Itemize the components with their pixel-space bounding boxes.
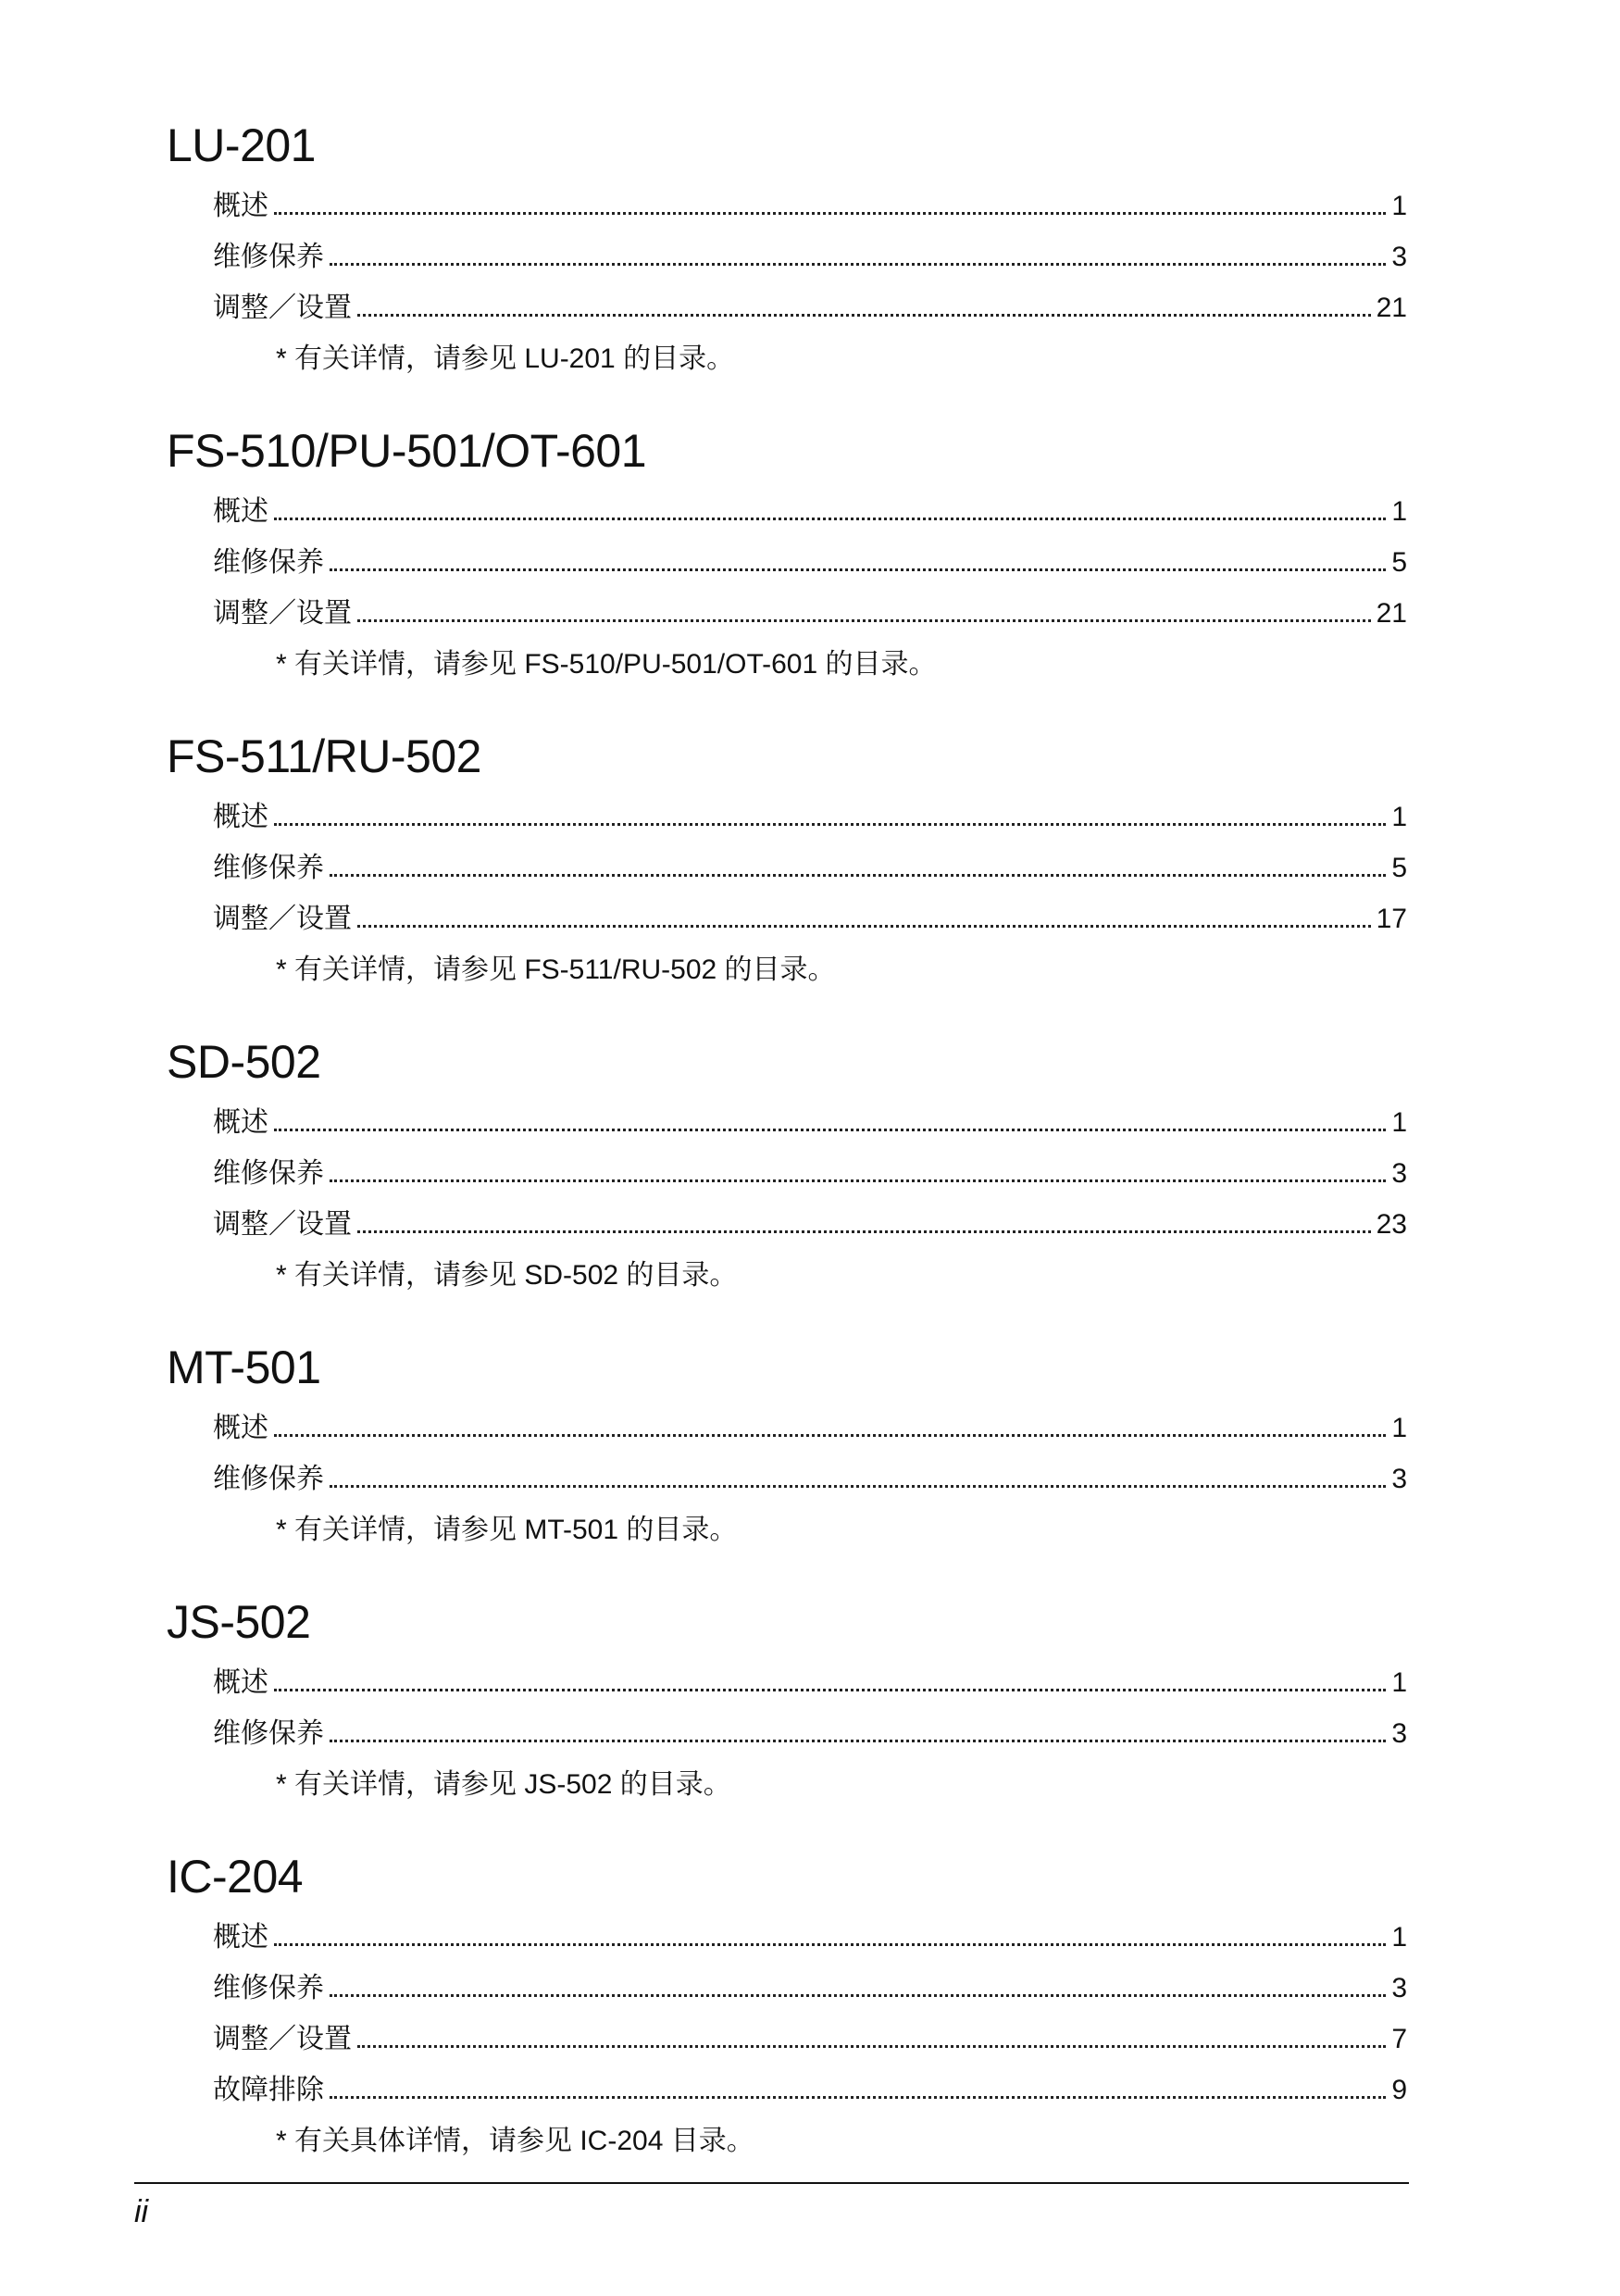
entry-page: 1 — [1391, 191, 1407, 221]
entry-label: 维修保养 — [213, 1718, 324, 1749]
section-note: * 有关详情，请参见 SD-502 的目录。 — [276, 1260, 738, 1291]
entry-page: 1 — [1391, 1413, 1407, 1443]
entry-label: 调整／设置 — [213, 904, 352, 934]
section-title: LU-201 — [167, 119, 316, 171]
entry-page: 1 — [1391, 802, 1407, 832]
toc-section-mt-501 — [167, 1340, 1407, 1555]
entry-page: 5 — [1391, 547, 1407, 578]
entry-page: 17 — [1376, 904, 1407, 934]
entry-page: 3 — [1391, 1464, 1407, 1494]
entry-page: 21 — [1376, 293, 1407, 323]
toc-section-lu-201 — [167, 118, 1407, 384]
toc-section-sd-502 — [167, 1034, 1407, 1301]
entry-label: 维修保养 — [213, 1973, 324, 2003]
toc-entry[interactable] — [213, 1403, 1407, 1454]
section-note: * 有关详情，请参见 JS-502 的目录。 — [276, 1769, 731, 1800]
dot-leader — [357, 925, 1371, 928]
entry-label: 概述 — [213, 496, 268, 527]
dot-leader — [274, 1689, 1386, 1691]
toc-entry[interactable] — [213, 1912, 1407, 1963]
toc-entry[interactable] — [213, 1454, 1407, 1504]
section-title: MT-501 — [167, 1341, 321, 1393]
entry-page: 1 — [1391, 1922, 1407, 1953]
toc-entry[interactable] — [213, 588, 1407, 639]
entry-label: 概述 — [213, 1667, 268, 1698]
dot-leader — [274, 1129, 1386, 1131]
entry-label: 概述 — [213, 1922, 268, 1953]
dot-leader — [330, 1179, 1386, 1182]
dot-leader — [274, 1434, 1386, 1437]
dot-leader — [357, 619, 1371, 622]
toc-entry[interactable] — [213, 537, 1407, 588]
toc-entry[interactable] — [213, 842, 1407, 893]
entry-label: 维修保养 — [213, 853, 324, 883]
entry-label: 概述 — [213, 191, 268, 221]
dot-leader — [274, 212, 1386, 215]
toc-entry[interactable] — [213, 1097, 1407, 1148]
entry-label: 概述 — [213, 1413, 268, 1443]
dot-leader — [330, 1485, 1386, 1488]
entry-label: 维修保养 — [213, 1158, 324, 1189]
entry-label: 维修保养 — [213, 1464, 324, 1494]
entry-page: 1 — [1391, 1107, 1407, 1138]
section-title: IC-204 — [167, 1851, 304, 1903]
entry-label: 维修保养 — [213, 242, 324, 272]
entry-page: 23 — [1376, 1209, 1407, 1240]
dot-leader — [330, 874, 1386, 877]
entry-page: 1 — [1391, 1667, 1407, 1698]
entry-page: 3 — [1391, 1973, 1407, 2003]
toc-section-fs-510 — [167, 423, 1407, 690]
dot-leader — [357, 314, 1371, 317]
toc-entry[interactable] — [213, 1148, 1407, 1199]
entry-label: 概述 — [213, 1107, 268, 1138]
toc-section-js-502 — [167, 1594, 1407, 1810]
footer-rule — [134, 2182, 1409, 2184]
toc-section-ic-204 — [167, 1849, 1407, 2166]
toc-entry[interactable] — [213, 231, 1407, 282]
toc-entry[interactable] — [213, 792, 1407, 842]
dot-leader — [274, 1943, 1386, 1946]
toc-entry[interactable] — [213, 486, 1407, 537]
entry-label: 维修保养 — [213, 547, 324, 578]
toc-entry[interactable] — [213, 1708, 1407, 1759]
page-number: ii — [134, 2194, 149, 2229]
section-title: FS-511/RU-502 — [167, 730, 481, 782]
entry-page: 1 — [1391, 496, 1407, 527]
entry-page: 3 — [1391, 242, 1407, 272]
entry-page: 21 — [1376, 598, 1407, 629]
entry-page: 3 — [1391, 1158, 1407, 1189]
entry-label: 调整／设置 — [213, 598, 352, 629]
toc-entry[interactable] — [213, 282, 1407, 333]
entry-label: 调整／设置 — [213, 2024, 352, 2054]
toc-entry[interactable] — [213, 2014, 1407, 2065]
toc-entry[interactable] — [213, 1657, 1407, 1708]
toc-entry[interactable] — [213, 1199, 1407, 1250]
section-note: * 有关详情，请参见 FS-510/PU-501/OT-601 的目录。 — [276, 649, 937, 680]
entry-page: 9 — [1391, 2075, 1407, 2105]
entry-page: 5 — [1391, 853, 1407, 883]
toc-entry[interactable] — [213, 2065, 1407, 2115]
section-note: * 有关详情，请参见 MT-501 的目录。 — [276, 1515, 738, 1545]
section-note: * 有关具体详情，请参见 IC-204 目录。 — [276, 2126, 754, 2156]
dot-leader — [274, 823, 1386, 826]
toc-entry[interactable] — [213, 1963, 1407, 2014]
entry-page: 3 — [1391, 1718, 1407, 1749]
dot-leader — [274, 518, 1386, 520]
entry-label: 概述 — [213, 802, 268, 832]
dot-leader — [330, 568, 1386, 571]
toc-entry[interactable] — [213, 181, 1407, 231]
section-note: * 有关详情，请参见 FS-511/RU-502 的目录。 — [276, 955, 836, 985]
toc-entry[interactable] — [213, 893, 1407, 944]
entry-page: 7 — [1391, 2024, 1407, 2054]
toc-section-fs-511 — [167, 729, 1407, 995]
entry-label: 故障排除 — [213, 2075, 324, 2105]
dot-leader — [330, 263, 1386, 266]
section-title: JS-502 — [167, 1596, 311, 1648]
dot-leader — [330, 1994, 1386, 1997]
dot-leader — [330, 1740, 1386, 1742]
dot-leader — [330, 2096, 1386, 2099]
entry-label: 调整／设置 — [213, 1209, 352, 1240]
entry-label: 调整／设置 — [213, 293, 352, 323]
section-title: SD-502 — [167, 1036, 321, 1088]
section-note: * 有关详情，请参见 LU-201 的目录。 — [276, 343, 735, 374]
dot-leader — [357, 1230, 1371, 1233]
section-title: FS-510/PU-501/OT-601 — [167, 425, 647, 477]
dot-leader — [357, 2045, 1386, 2048]
